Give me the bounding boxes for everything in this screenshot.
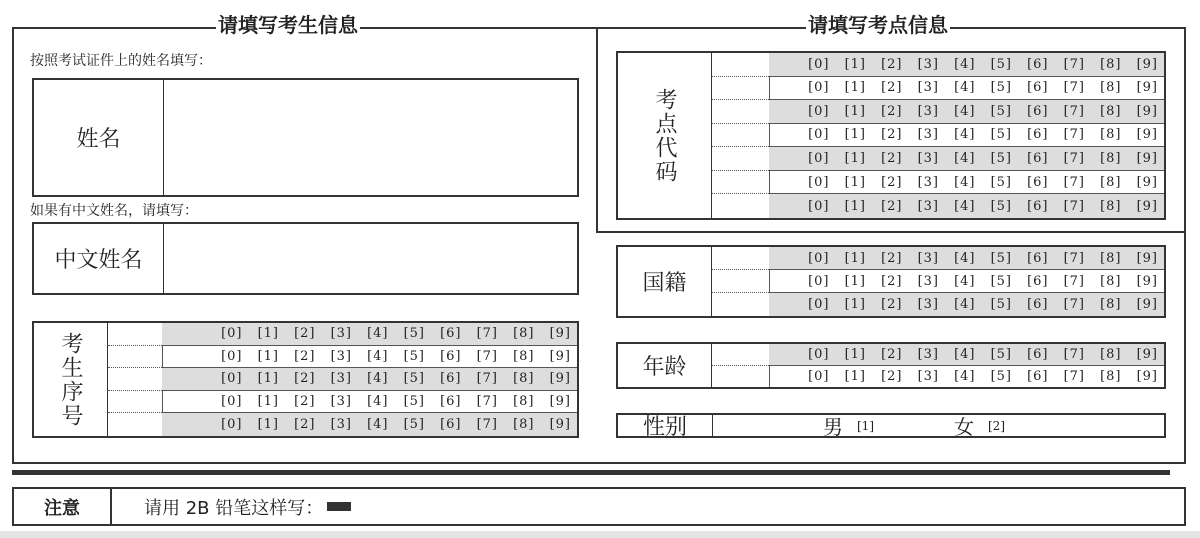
- gender-field: [616, 413, 1166, 438]
- bubble-row: [769, 124, 1164, 148]
- digit-bubble[interactable]: [2]: [881, 198, 903, 214]
- digit-bubble[interactable]: [4]: [954, 56, 976, 72]
- digit-bubble[interactable]: [2]: [881, 103, 903, 119]
- digit-bubble[interactable]: [8]: [513, 417, 535, 433]
- digit-bubble[interactable]: [3]: [917, 174, 939, 190]
- digit-bubble[interactable]: [2]: [294, 371, 316, 387]
- digit-bubble[interactable]: [2]: [881, 250, 903, 266]
- digit-bubble[interactable]: [3]: [330, 394, 352, 410]
- digit-bubble[interactable]: [6]: [440, 417, 462, 433]
- digit-bubble[interactable]: [7]: [1063, 198, 1085, 214]
- digit-bubble[interactable]: [7]: [1063, 346, 1085, 362]
- digit-bubble[interactable]: [9]: [549, 371, 571, 387]
- digit-bubble[interactable]: [4]: [954, 250, 976, 266]
- write-in-cell[interactable]: [712, 194, 769, 218]
- digit-bubble[interactable]: [8]: [1100, 174, 1122, 190]
- digit-bubble[interactable]: [4]: [954, 368, 976, 384]
- digit-bubble[interactable]: [9]: [1136, 198, 1158, 214]
- digit-bubble[interactable]: [3]: [917, 198, 939, 214]
- digit-bubble[interactable]: [7]: [1063, 56, 1085, 72]
- digit-bubble[interactable]: [9]: [549, 394, 571, 410]
- digit-bubble[interactable]: [1]: [844, 368, 866, 384]
- digit-bubble[interactable]: [7]: [1063, 297, 1085, 312]
- write-in-column: [712, 53, 770, 218]
- nationality-grid: [616, 245, 1166, 318]
- write-in-cell[interactable]: [108, 323, 162, 346]
- digit-bubble[interactable]: [8]: [513, 348, 535, 364]
- digit-bubble[interactable]: [0]: [808, 174, 830, 190]
- digit-bubble[interactable]: [1]: [844, 346, 866, 362]
- male-label: 男: [823, 415, 843, 439]
- bubble-row: [769, 194, 1164, 218]
- digit-bubble[interactable]: [4]: [367, 394, 389, 410]
- digit-bubble[interactable]: [5]: [990, 368, 1012, 384]
- digit-bubble[interactable]: [6]: [1027, 297, 1049, 312]
- bubble-column: [769, 344, 1164, 387]
- digit-bubble[interactable]: [4]: [954, 198, 976, 214]
- digit-bubble[interactable]: [7]: [476, 326, 498, 342]
- digit-bubble[interactable]: [6]: [1027, 346, 1049, 362]
- digit-bubble[interactable]: [5]: [990, 127, 1012, 143]
- digit-bubble[interactable]: [6]: [1027, 151, 1049, 167]
- write-in-cell[interactable]: [712, 344, 769, 366]
- digit-bubble[interactable]: [1]: [257, 348, 279, 364]
- bubble-column: [769, 53, 1164, 218]
- digit-bubble[interactable]: [4]: [367, 371, 389, 387]
- digit-bubble[interactable]: [2]: [881, 273, 903, 289]
- bubble-row: [769, 366, 1164, 388]
- site-code-label: 考点代码: [618, 53, 712, 218]
- digit-bubble[interactable]: [6]: [440, 394, 462, 410]
- digit-bubble[interactable]: [0]: [808, 80, 830, 96]
- digit-bubble[interactable]: [8]: [1100, 368, 1122, 384]
- digit-bubble[interactable]: [5]: [990, 346, 1012, 362]
- digit-bubble[interactable]: [7]: [476, 394, 498, 410]
- digit-bubble[interactable]: [9]: [1136, 151, 1158, 167]
- digit-bubble[interactable]: [7]: [1063, 273, 1085, 289]
- digit-bubble[interactable]: [2]: [881, 174, 903, 190]
- digit-bubble[interactable]: [0]: [808, 127, 830, 143]
- digit-bubble[interactable]: [4]: [954, 103, 976, 119]
- digit-bubble[interactable]: [1]: [844, 80, 866, 96]
- bubble-row: [769, 293, 1164, 316]
- digit-bubble[interactable]: [4]: [954, 297, 976, 312]
- digit-bubble[interactable]: [7]: [1063, 250, 1085, 266]
- bubble-row: [769, 171, 1164, 195]
- divider: [596, 231, 1186, 233]
- bubble-row: [162, 413, 577, 436]
- digit-bubble[interactable]: [0]: [221, 417, 243, 433]
- digit-bubble[interactable]: [7]: [1063, 80, 1085, 96]
- digit-bubble[interactable]: [5]: [990, 198, 1012, 214]
- digit-bubble[interactable]: [2]: [881, 368, 903, 384]
- scan-edge: [0, 531, 1200, 538]
- digit-bubble[interactable]: [6]: [1027, 174, 1049, 190]
- digit-bubble[interactable]: [0]: [808, 297, 830, 312]
- bubble-column: [162, 323, 577, 436]
- digit-bubble[interactable]: [6]: [1027, 273, 1049, 289]
- digit-bubble[interactable]: [5]: [990, 273, 1012, 289]
- write-in-cell[interactable]: [712, 124, 769, 148]
- digit-bubble[interactable]: [9]: [1136, 250, 1158, 266]
- candidate-number-grid: [32, 321, 579, 438]
- digit-bubble[interactable]: [9]: [1136, 346, 1158, 362]
- digit-bubble[interactable]: [2]: [294, 348, 316, 364]
- digit-bubble[interactable]: [4]: [954, 273, 976, 289]
- digit-bubble[interactable]: [2]: [294, 417, 316, 433]
- male-bubble[interactable]: [1]: [857, 418, 874, 433]
- digit-bubble[interactable]: [5]: [990, 250, 1012, 266]
- write-in-cell[interactable]: [712, 247, 769, 270]
- digit-bubble[interactable]: [5]: [403, 394, 425, 410]
- site-info-title: 请填写考点信息: [808, 13, 948, 37]
- digit-bubble[interactable]: [5]: [990, 174, 1012, 190]
- digit-bubble[interactable]: [0]: [808, 273, 830, 289]
- digit-bubble[interactable]: [9]: [1136, 273, 1158, 289]
- digit-bubble[interactable]: [3]: [917, 127, 939, 143]
- age-grid: [616, 342, 1166, 389]
- digit-bubble[interactable]: [6]: [1027, 127, 1049, 143]
- write-in-cell[interactable]: [712, 366, 769, 388]
- digit-bubble[interactable]: [8]: [1100, 273, 1122, 289]
- digit-bubble[interactable]: [7]: [1063, 368, 1085, 384]
- write-in-cell[interactable]: [712, 171, 769, 195]
- digit-bubble[interactable]: [1]: [257, 417, 279, 433]
- digit-bubble[interactable]: [9]: [1136, 103, 1158, 119]
- digit-bubble[interactable]: [5]: [403, 326, 425, 342]
- write-in-column: [712, 247, 770, 316]
- digit-bubble[interactable]: [1]: [257, 371, 279, 387]
- digit-bubble[interactable]: [1]: [257, 326, 279, 342]
- candidate-info-title: 请填写考生信息: [218, 13, 358, 37]
- digit-bubble[interactable]: [1]: [844, 174, 866, 190]
- bubble-row: [162, 323, 577, 346]
- digit-bubble[interactable]: [3]: [917, 151, 939, 167]
- digit-bubble[interactable]: [6]: [1027, 56, 1049, 72]
- digit-bubble[interactable]: [1]: [844, 198, 866, 214]
- digit-bubble[interactable]: [3]: [330, 371, 352, 387]
- digit-bubble[interactable]: [3]: [917, 297, 939, 312]
- digit-bubble[interactable]: [4]: [954, 346, 976, 362]
- digit-bubble[interactable]: [1]: [844, 151, 866, 167]
- digit-bubble[interactable]: [4]: [954, 151, 976, 167]
- digit-bubble[interactable]: [3]: [917, 368, 939, 384]
- divider: [596, 27, 598, 233]
- name-field[interactable]: [32, 78, 579, 197]
- digit-bubble[interactable]: [9]: [1136, 127, 1158, 143]
- digit-bubble[interactable]: [7]: [1063, 174, 1085, 190]
- digit-bubble[interactable]: [5]: [990, 103, 1012, 119]
- bubble-row: [769, 247, 1164, 270]
- write-in-cell[interactable]: [712, 53, 769, 77]
- pencil-instruction: 请用 2B 铅笔这样写：: [144, 497, 324, 519]
- digit-bubble[interactable]: [2]: [881, 346, 903, 362]
- digit-bubble[interactable]: [9]: [549, 348, 571, 364]
- digit-bubble[interactable]: [1]: [844, 273, 866, 289]
- digit-bubble[interactable]: [3]: [330, 417, 352, 433]
- female-label: 女: [954, 415, 974, 439]
- digit-bubble[interactable]: [2]: [881, 56, 903, 72]
- bubble-row: [162, 368, 577, 391]
- digit-bubble[interactable]: [0]: [221, 326, 243, 342]
- name-label: 姓名: [34, 80, 164, 195]
- candidate-number-label: 考生序号: [34, 323, 108, 436]
- digit-bubble[interactable]: [0]: [221, 348, 243, 364]
- digit-bubble[interactable]: [0]: [808, 103, 830, 119]
- chinese-name-label: 中文姓名: [34, 224, 164, 293]
- digit-bubble[interactable]: [7]: [1063, 103, 1085, 119]
- digit-bubble[interactable]: [5]: [990, 80, 1012, 96]
- digit-bubble[interactable]: [4]: [367, 348, 389, 364]
- digit-bubble[interactable]: [0]: [221, 394, 243, 410]
- digit-bubble[interactable]: [3]: [917, 273, 939, 289]
- nationality-label: 国籍: [618, 247, 712, 316]
- digit-bubble[interactable]: [8]: [513, 326, 535, 342]
- digit-bubble[interactable]: [6]: [1027, 103, 1049, 119]
- digit-bubble[interactable]: [1]: [844, 56, 866, 72]
- write-in-cell[interactable]: [712, 100, 769, 124]
- bubble-row: [162, 391, 577, 414]
- digit-bubble[interactable]: [7]: [476, 371, 498, 387]
- digit-bubble[interactable]: [8]: [1100, 80, 1122, 96]
- bubble-row: [769, 77, 1164, 101]
- filled-mark-example-icon: [327, 502, 351, 511]
- write-in-cell[interactable]: [712, 270, 769, 293]
- digit-bubble[interactable]: [0]: [808, 198, 830, 214]
- digit-bubble[interactable]: [8]: [1100, 56, 1122, 72]
- digit-bubble[interactable]: [6]: [440, 371, 462, 387]
- age-label: 年龄: [618, 344, 712, 387]
- digit-bubble[interactable]: [3]: [917, 56, 939, 72]
- digit-bubble[interactable]: [5]: [990, 297, 1012, 312]
- digit-bubble[interactable]: [4]: [367, 417, 389, 433]
- digit-bubble[interactable]: [6]: [1027, 80, 1049, 96]
- digit-bubble[interactable]: [4]: [954, 127, 976, 143]
- separator-line: [12, 470, 1170, 475]
- digit-bubble[interactable]: [9]: [549, 326, 571, 342]
- digit-bubble[interactable]: [0]: [808, 368, 830, 384]
- write-in-cell[interactable]: [108, 368, 162, 391]
- digit-bubble[interactable]: [8]: [513, 371, 535, 387]
- digit-bubble[interactable]: [8]: [1100, 127, 1122, 143]
- write-in-cell[interactable]: [108, 346, 162, 369]
- female-bubble[interactable]: [2]: [988, 418, 1005, 433]
- write-in-cell[interactable]: [712, 147, 769, 171]
- write-in-column: [108, 323, 163, 436]
- digit-bubble[interactable]: [1]: [844, 297, 866, 312]
- digit-bubble[interactable]: [7]: [476, 417, 498, 433]
- digit-bubble[interactable]: [3]: [330, 326, 352, 342]
- digit-bubble[interactable]: [3]: [917, 80, 939, 96]
- digit-bubble[interactable]: [4]: [954, 80, 976, 96]
- bubble-row: [769, 147, 1164, 171]
- digit-bubble[interactable]: [8]: [1100, 151, 1122, 167]
- digit-bubble[interactable]: [0]: [808, 250, 830, 266]
- digit-bubble[interactable]: [1]: [844, 127, 866, 143]
- digit-bubble[interactable]: [7]: [476, 348, 498, 364]
- digit-bubble[interactable]: [5]: [403, 371, 425, 387]
- digit-bubble[interactable]: [6]: [1027, 368, 1049, 384]
- digit-bubble[interactable]: [9]: [1136, 368, 1158, 384]
- chinese-name-hint: 如果有中文姓名，请填写：: [30, 203, 198, 219]
- digit-bubble[interactable]: [3]: [917, 250, 939, 266]
- digit-bubble[interactable]: [5]: [403, 348, 425, 364]
- digit-bubble[interactable]: [8]: [1100, 198, 1122, 214]
- digit-bubble[interactable]: [7]: [1063, 127, 1085, 143]
- digit-bubble[interactable]: [2]: [881, 127, 903, 143]
- digit-bubble[interactable]: [3]: [330, 348, 352, 364]
- write-in-column: [712, 344, 770, 387]
- digit-bubble[interactable]: [8]: [1100, 250, 1122, 266]
- write-in-cell[interactable]: [108, 391, 162, 414]
- notice-bar: [12, 487, 1186, 526]
- digit-bubble[interactable]: [8]: [1100, 297, 1122, 312]
- digit-bubble[interactable]: [9]: [1136, 174, 1158, 190]
- digit-bubble[interactable]: [5]: [990, 56, 1012, 72]
- write-in-cell[interactable]: [712, 293, 769, 316]
- digit-bubble[interactable]: [8]: [1100, 346, 1122, 362]
- bubble-row: [769, 344, 1164, 366]
- digit-bubble[interactable]: [9]: [1136, 80, 1158, 96]
- digit-bubble[interactable]: [9]: [549, 417, 571, 433]
- digit-bubble[interactable]: [3]: [917, 103, 939, 119]
- digit-bubble[interactable]: [0]: [221, 371, 243, 387]
- digit-bubble[interactable]: [4]: [367, 326, 389, 342]
- digit-bubble[interactable]: [8]: [1100, 103, 1122, 119]
- digit-bubble[interactable]: [1]: [257, 394, 279, 410]
- digit-bubble[interactable]: [2]: [294, 326, 316, 342]
- bubble-row: [769, 100, 1164, 124]
- digit-bubble[interactable]: [9]: [1136, 297, 1158, 312]
- digit-bubble[interactable]: [2]: [294, 394, 316, 410]
- digit-bubble[interactable]: [1]: [844, 250, 866, 266]
- bubble-row: [769, 53, 1164, 77]
- digit-bubble[interactable]: [0]: [808, 151, 830, 167]
- digit-bubble[interactable]: [9]: [1136, 56, 1158, 72]
- digit-bubble[interactable]: [0]: [808, 346, 830, 362]
- write-in-cell[interactable]: [108, 413, 162, 436]
- digit-bubble[interactable]: [7]: [1063, 151, 1085, 167]
- site-code-grid: [616, 51, 1166, 220]
- gender-label: 性别: [618, 415, 713, 436]
- write-in-cell[interactable]: [712, 77, 769, 101]
- digit-bubble[interactable]: [6]: [1027, 198, 1049, 214]
- digit-bubble[interactable]: [0]: [808, 56, 830, 72]
- digit-bubble[interactable]: [4]: [954, 174, 976, 190]
- name-hint: 按照考试证件上的姓名填写：: [30, 53, 212, 69]
- chinese-name-field[interactable]: [32, 222, 579, 295]
- digit-bubble[interactable]: [3]: [917, 346, 939, 362]
- digit-bubble[interactable]: [6]: [1027, 250, 1049, 266]
- bubble-column: [769, 247, 1164, 316]
- digit-bubble[interactable]: [8]: [513, 394, 535, 410]
- digit-bubble[interactable]: [2]: [881, 297, 903, 312]
- bubble-row: [162, 346, 577, 369]
- digit-bubble[interactable]: [5]: [403, 417, 425, 433]
- digit-bubble[interactable]: [2]: [881, 151, 903, 167]
- bubble-row: [769, 270, 1164, 293]
- digit-bubble[interactable]: [6]: [440, 348, 462, 364]
- notice-label: 注意: [14, 489, 112, 524]
- digit-bubble[interactable]: [6]: [440, 326, 462, 342]
- digit-bubble[interactable]: [5]: [990, 151, 1012, 167]
- digit-bubble[interactable]: [1]: [844, 103, 866, 119]
- digit-bubble[interactable]: [2]: [881, 80, 903, 96]
